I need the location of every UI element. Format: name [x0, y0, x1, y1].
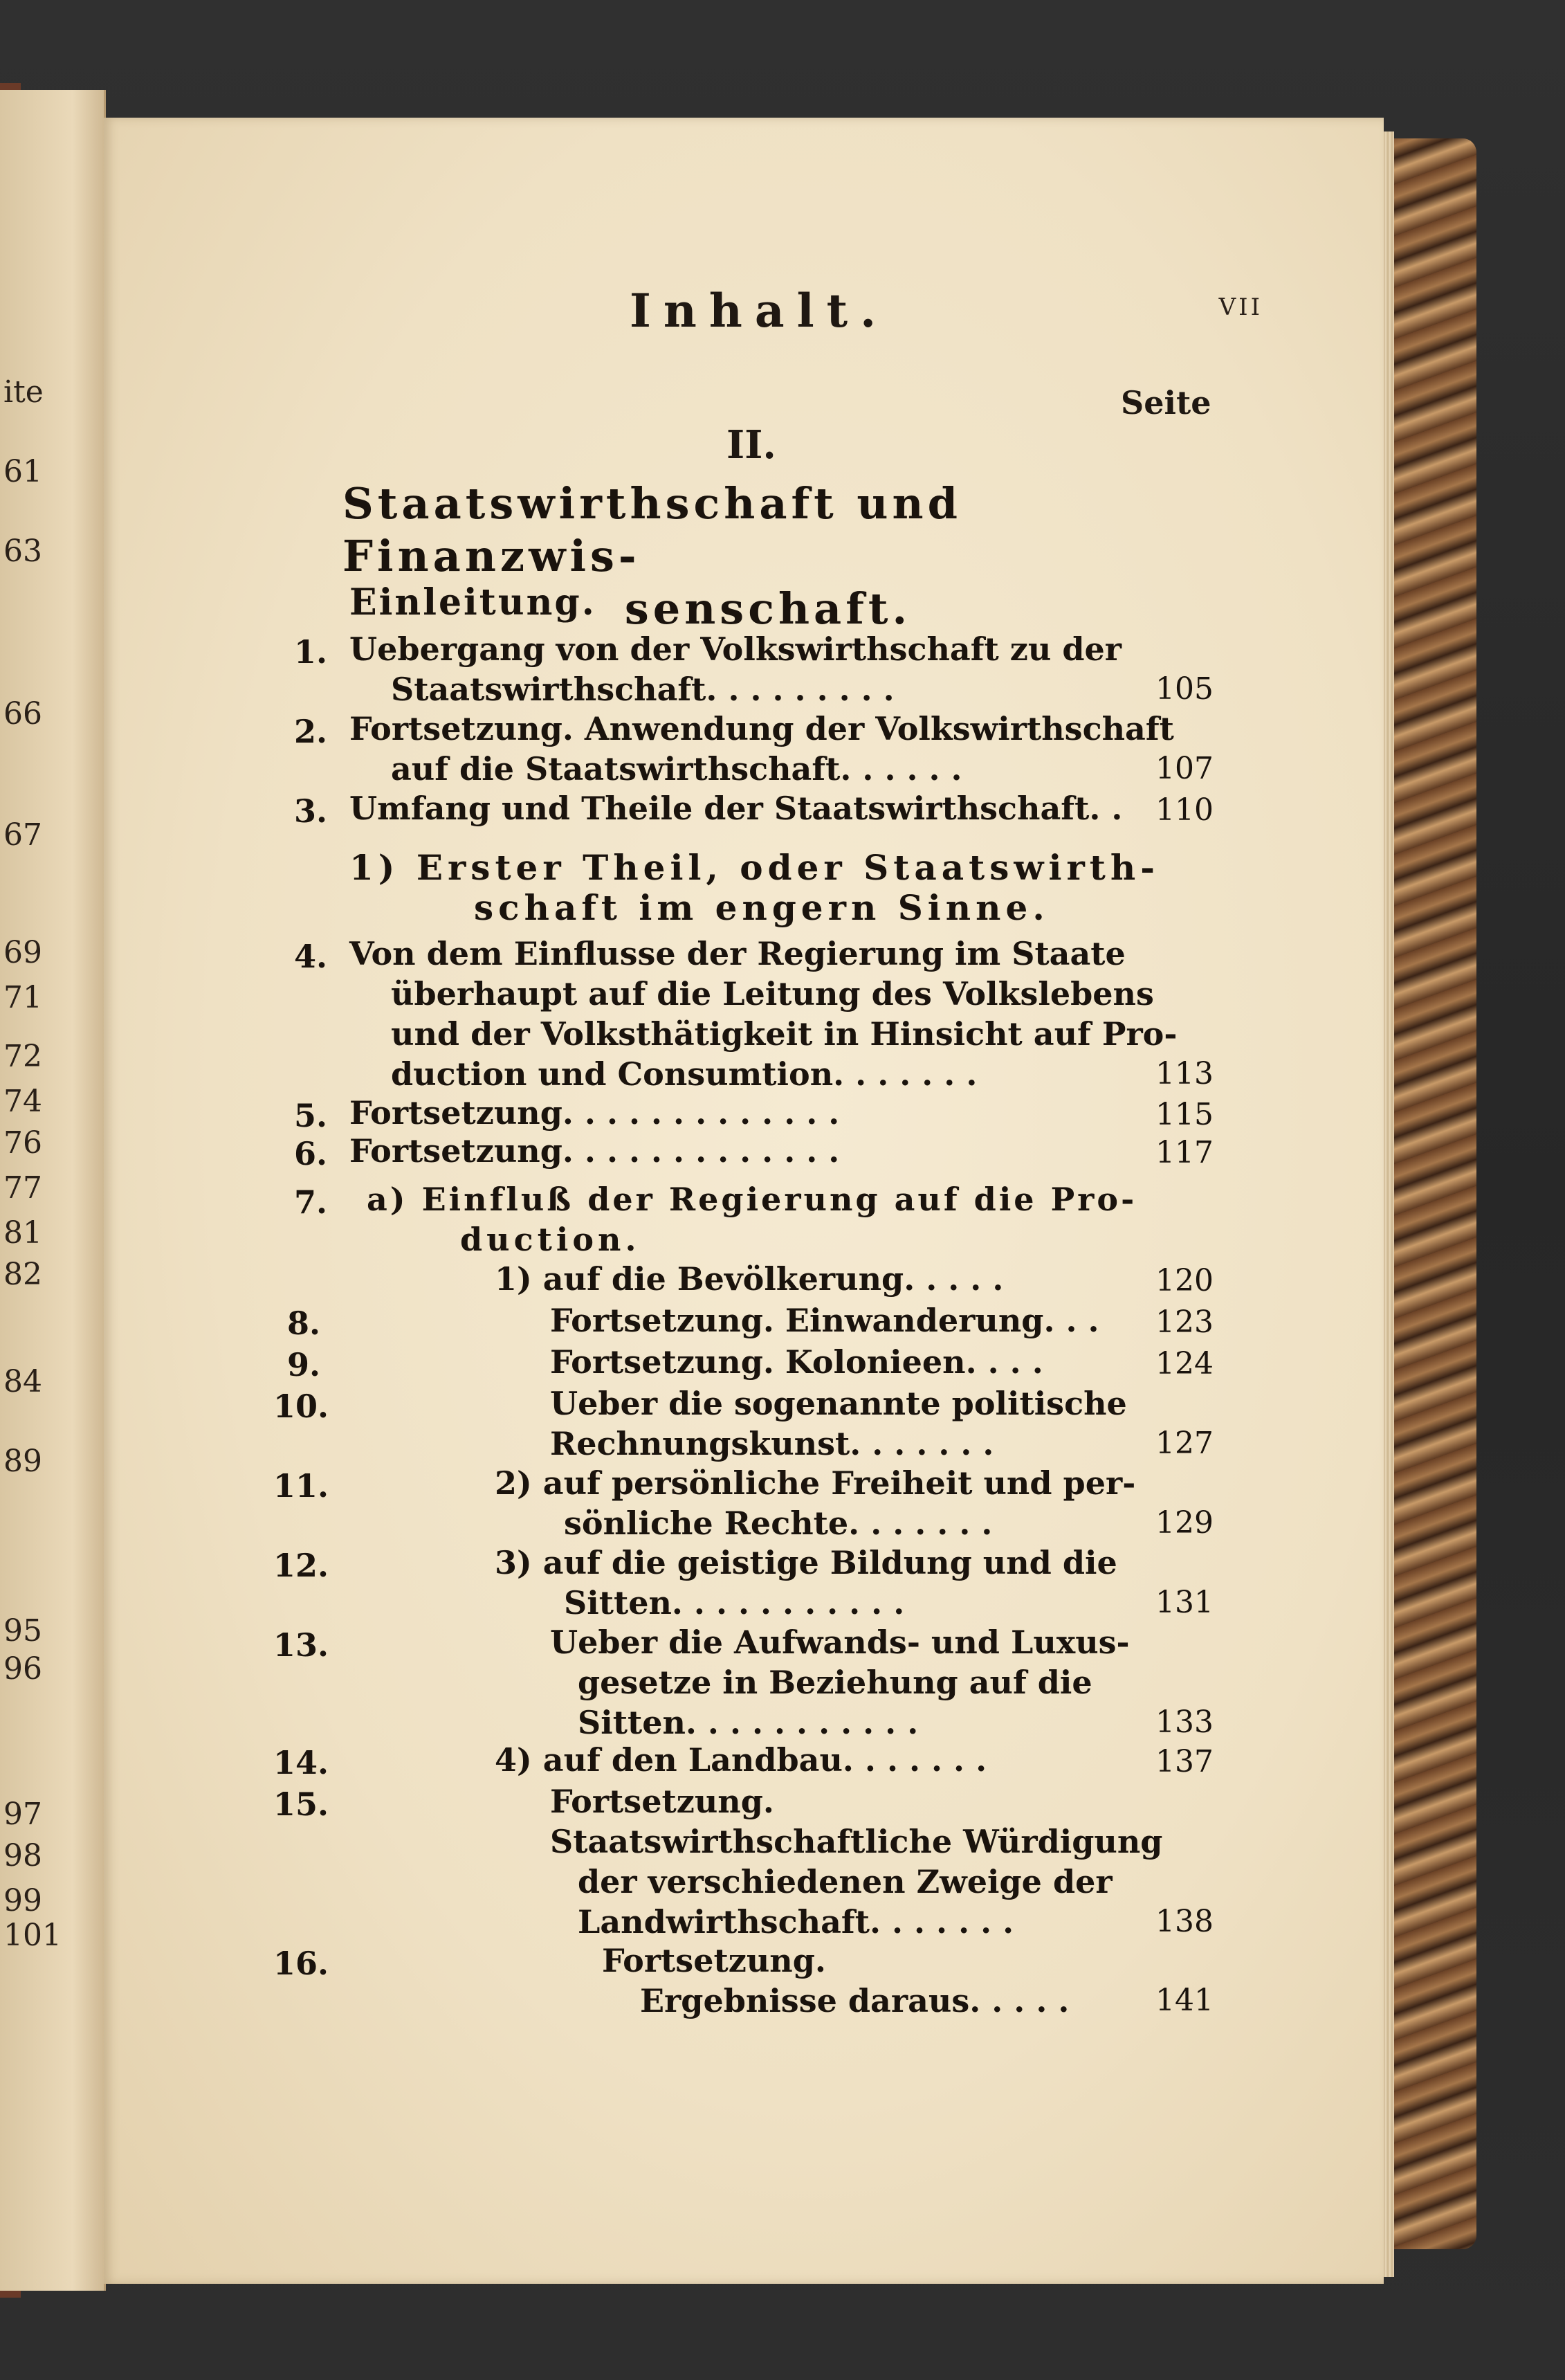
entry-page: 129: [1155, 1505, 1214, 1541]
left-margin-number: ite: [3, 374, 44, 410]
entry-page: 127: [1155, 1426, 1214, 1461]
entry-line: auf die Staatswirthschaft. . . . . .: [391, 750, 962, 788]
entry-line: a) Einfluß der Regierung auf die Pro-: [367, 1181, 1137, 1218]
einleitung-heading: Einleitung.: [349, 581, 596, 624]
section-title-line: Staatswirthschaft und Finanzwis-: [342, 478, 962, 581]
entry-line: Ueber die Aufwands- und Luxus-: [550, 1624, 1130, 1661]
entry-line: Fortsetzung. Anwendung der Volkswirthschaft: [349, 710, 1174, 747]
entry-line: duction.: [460, 1221, 641, 1258]
left-margin-number: 72: [3, 1039, 42, 1074]
entry-page: 141: [1155, 1983, 1214, 2018]
left-margin-number: 96: [3, 1651, 42, 1687]
left-margin-number: 76: [3, 1125, 42, 1161]
part-number: II.: [726, 422, 776, 468]
entry-number: 6.: [294, 1135, 328, 1172]
entry-page: 110: [1155, 792, 1214, 828]
entry-line: Staatswirthschaft. . . . . . . . .: [391, 671, 895, 708]
entry-line: Rechnungskunst. . . . . . .: [550, 1425, 994, 1462]
entry-line: und der Volksthätigkeit in Hinsicht auf Pro-: [391, 1015, 1178, 1053]
left-margin-number: 69: [3, 935, 42, 970]
entry-line: Sitten. . . . . . . . . . .: [578, 1704, 919, 1741]
left-margin-number: 81: [3, 1215, 42, 1251]
entry-page: 137: [1155, 1744, 1214, 1779]
entry-page: 120: [1155, 1263, 1214, 1298]
seite-label: Seite: [1121, 384, 1211, 421]
entry-number: 10.: [273, 1388, 329, 1425]
left-margin-number: 71: [3, 980, 42, 1015]
section-title-line: senschaft.: [624, 583, 912, 634]
entry-number: 14.: [273, 1744, 329, 1781]
left-margin-number: 84: [3, 1364, 42, 1399]
entry-number: 16.: [273, 1945, 329, 1982]
entry-number: 5.: [294, 1097, 328, 1134]
entry-line: gesetze in Beziehung auf die: [578, 1664, 1092, 1701]
left-margin-number: 63: [3, 534, 42, 569]
entry-number: 1.: [294, 633, 328, 671]
entry-number: 13.: [273, 1626, 329, 1664]
entry-line: überhaupt auf die Leitung des Volkslebens: [391, 975, 1154, 1012]
entry-page: 131: [1155, 1585, 1214, 1620]
entry-line: 4) auf den Landbau. . . . . . .: [495, 1741, 987, 1779]
entry-page: 115: [1155, 1097, 1214, 1132]
entry-number: 15.: [273, 1786, 329, 1823]
subheading-line: 1) Erster Theil, oder Staatswirth-: [349, 847, 1160, 888]
entry-page: 117: [1155, 1135, 1214, 1170]
entry-number: 11.: [273, 1467, 329, 1505]
left-margin-number: 89: [3, 1444, 42, 1479]
subheading: [349, 848, 1200, 928]
page-number: VII: [1218, 293, 1263, 321]
left-margin-number: 66: [3, 696, 42, 732]
left-margin-number: 67: [3, 817, 42, 853]
entry-line: Umfang und Theile der Staatswirthschaft. .: [349, 790, 1123, 827]
entry-line: sönliche Rechte. . . . . . .: [564, 1505, 993, 1542]
left-page: [0, 90, 106, 2291]
entry-page: 113: [1155, 1056, 1214, 1091]
entry-line: der verschiedenen Zweige der: [578, 1863, 1113, 1900]
entry-number: 9.: [287, 1346, 321, 1383]
entry-line: Fortsetzung. . . . . . . . . . . . .: [349, 1094, 840, 1132]
entry-line: Fortsetzung.: [602, 1942, 826, 1979]
entry-page: 124: [1155, 1346, 1214, 1381]
entry-page: 105: [1155, 671, 1214, 707]
entry-number: 4.: [294, 938, 328, 975]
left-margin-number: 82: [3, 1257, 42, 1292]
entry-line: 1) auf die Bevölkerung. . . . .: [495, 1260, 1004, 1298]
left-margin-number: 77: [3, 1170, 42, 1206]
entry-line: 3) auf die geistige Bildung und die: [495, 1544, 1117, 1581]
entry-line: duction und Consumtion. . . . . . .: [391, 1055, 978, 1093]
entry-number: 2.: [294, 713, 328, 750]
entry-line: 2) auf persönliche Freiheit und per-: [495, 1464, 1136, 1502]
left-margin-number: 97: [3, 1797, 42, 1832]
entry-number: 8.: [287, 1305, 321, 1342]
left-margin-number: 99: [3, 1883, 42, 1918]
subheading-line: schaft im engern Sinne.: [474, 887, 1050, 928]
entry-line: Staatswirthschaftliche Würdigung: [550, 1823, 1163, 1860]
entry-number: 12.: [273, 1547, 329, 1584]
entry-page: 107: [1155, 751, 1214, 786]
left-margin-number: 61: [3, 454, 42, 489]
entry-line: Fortsetzung. Kolonieen. . . .: [550, 1343, 1043, 1381]
entry-line: Fortsetzung. Einwanderung. . .: [550, 1302, 1099, 1339]
left-margin-number: 101: [3, 1918, 62, 1953]
running-title: Inhalt.: [630, 284, 889, 338]
entry-page: 133: [1155, 1705, 1214, 1740]
entry-line: Ergebnisse daraus. . . . .: [640, 1982, 1070, 2019]
entry-line: Sitten. . . . . . . . . . .: [564, 1584, 905, 1622]
left-margin-number: 95: [3, 1613, 42, 1648]
entry-number: 7.: [294, 1183, 328, 1221]
left-margin-number: 98: [3, 1838, 42, 1873]
entry-line: Uebergang von der Volkswirthschaft zu der: [349, 630, 1122, 668]
entry-number: 3.: [294, 792, 328, 830]
page-header: [104, 284, 1384, 339]
entry-page: 123: [1155, 1305, 1214, 1340]
entry-line: Von dem Einflusse der Regierung im Staate: [349, 935, 1126, 972]
entry-line: Fortsetzung. . . . . . . . . . . . .: [349, 1132, 840, 1170]
left-margin-number: 74: [3, 1084, 42, 1119]
entry-page: 138: [1155, 1904, 1214, 1939]
entry-line: Fortsetzung.: [550, 1783, 774, 1820]
entry-line: Ueber die sogenannte politische: [550, 1385, 1127, 1422]
entry-line: Landwirthschaft. . . . . . .: [578, 1903, 1014, 1941]
